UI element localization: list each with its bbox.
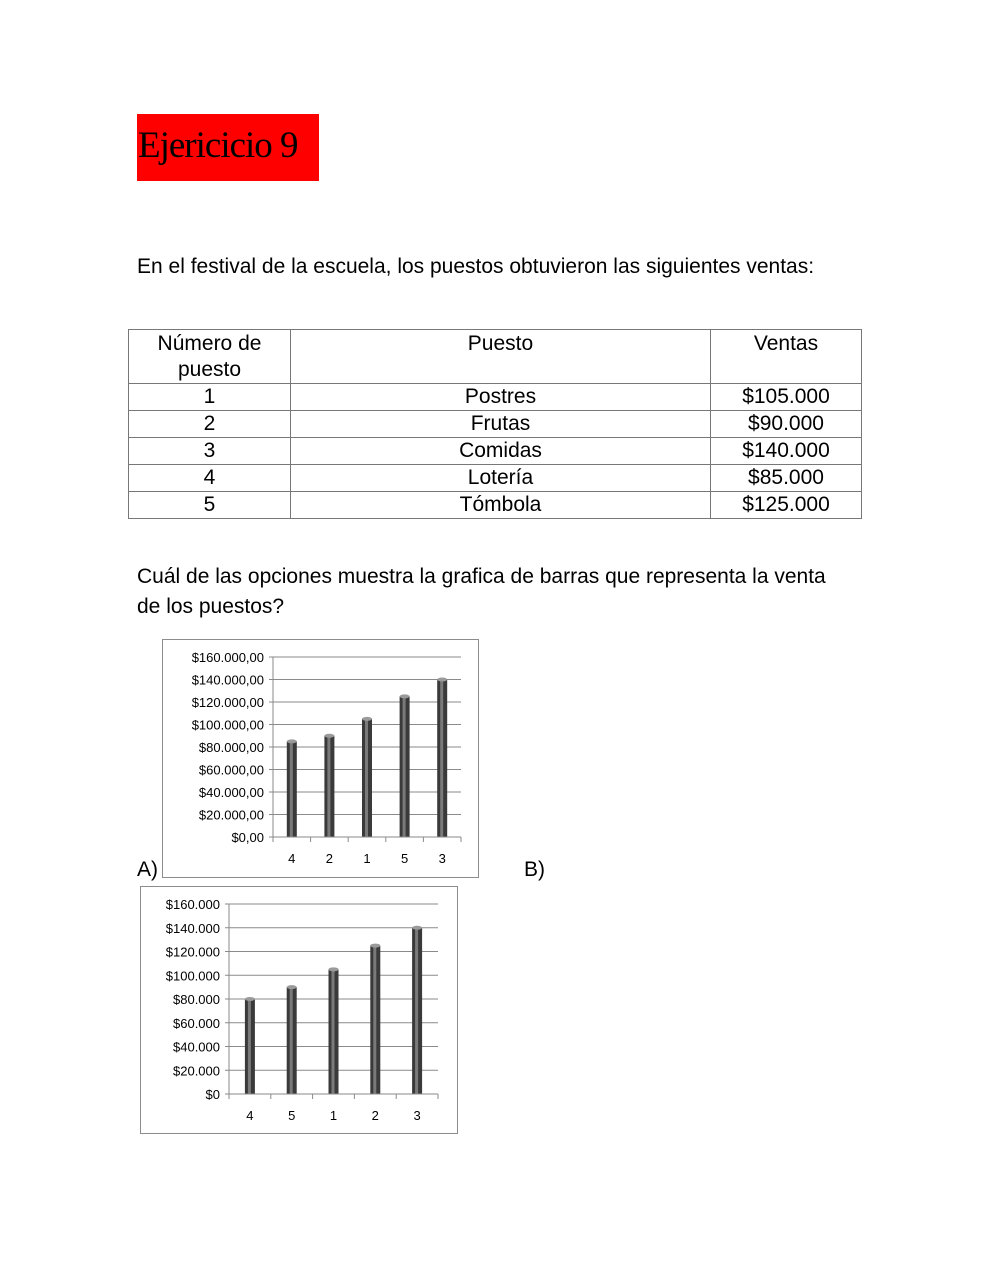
y-tick-label: $60.000	[173, 1015, 220, 1031]
x-tick-label: 1	[363, 851, 371, 866]
bar-cap	[370, 944, 380, 948]
x-tick-label: 2	[371, 1108, 379, 1123]
bar-cap	[287, 985, 297, 989]
y-tick-label: $80.000	[173, 992, 220, 1007]
sales-table	[128, 329, 862, 519]
question-text: Cuál de las opciones muestra la grafica de barras que representa la venta de los puestos?	[137, 565, 826, 618]
chart-option-b	[140, 886, 458, 1134]
cell-puesto: Lotería	[291, 465, 711, 492]
cell-ventas: $105.000	[711, 384, 862, 411]
y-tick-label: $140.000,00	[191, 672, 264, 688]
bar-cap	[400, 694, 410, 698]
bar-cap	[287, 739, 297, 743]
y-tick-label: $160.000,00	[191, 650, 264, 665]
bar-cap	[245, 997, 255, 1001]
bar-cap	[412, 926, 422, 930]
y-tick-label: $160.000	[165, 897, 220, 912]
bar-highlight	[248, 1000, 251, 1094]
header-numero: Número de puesto	[129, 330, 291, 384]
cell-puesto: Postres	[291, 384, 711, 411]
table-header-row	[129, 330, 862, 384]
y-tick-label: $0,00	[231, 830, 264, 845]
bar-highlight	[290, 988, 293, 1094]
y-tick-label: $40.000,00	[198, 785, 264, 800]
cell-numero: 5	[129, 492, 291, 519]
bar-highlight	[440, 681, 443, 838]
x-tick-label: 5	[288, 1108, 296, 1123]
cell-ventas: $125.000	[711, 492, 862, 519]
cell-puesto: Tómbola	[291, 492, 711, 519]
chart-option-a	[162, 639, 479, 878]
bar-highlight	[290, 742, 293, 837]
y-tick-label: $80.000,00	[198, 740, 264, 755]
bar-cap	[362, 717, 372, 721]
bar-chart-a	[163, 640, 478, 877]
cell-ventas: $90.000	[711, 411, 862, 438]
cell-ventas: $85.000	[711, 465, 862, 492]
table-row	[129, 492, 862, 519]
table-row	[129, 411, 862, 438]
y-tick-label: $120.000,00	[191, 695, 264, 710]
cell-numero: 1	[129, 384, 291, 411]
bar-highlight	[365, 720, 368, 837]
table-row	[129, 384, 862, 411]
x-tick-label: 3	[438, 851, 446, 866]
x-tick-label: 5	[400, 851, 409, 866]
cell-numero: 3	[129, 438, 291, 465]
cell-puesto: Comidas	[291, 438, 711, 465]
bar-highlight	[415, 929, 418, 1094]
x-tick-label: 4	[246, 1108, 254, 1123]
x-tick-label: 3	[413, 1108, 421, 1123]
bar-chart-b	[141, 887, 457, 1133]
y-tick-label: $140.000	[165, 920, 220, 936]
option-a-label: A)	[137, 858, 158, 881]
x-tick-label: 1	[329, 1108, 338, 1123]
y-tick-label: $20.000	[173, 1063, 220, 1079]
y-tick-label: $0	[205, 1087, 220, 1102]
y-tick-label: $60.000,00	[198, 762, 264, 778]
header-ventas: Ventas	[711, 330, 862, 384]
intro-text: En el festival de la escuela, los puestos obtuvieron las siguientes ventas:	[137, 255, 815, 278]
bar-highlight	[327, 737, 330, 837]
y-tick-label: $20.000,00	[198, 807, 264, 823]
table-row	[129, 438, 862, 465]
table-row	[129, 465, 862, 492]
cell-numero: 2	[129, 411, 291, 438]
cell-puesto: Frutas	[291, 411, 711, 438]
y-tick-label: $100.000,00	[191, 717, 264, 733]
header-puesto: Puesto	[291, 330, 711, 384]
y-tick-label: $120.000	[165, 944, 220, 960]
bar-highlight	[332, 970, 335, 1094]
bar-highlight	[403, 697, 406, 837]
bar-cap	[329, 967, 339, 971]
bar-cap	[437, 678, 447, 682]
bar-highlight	[373, 947, 376, 1094]
bar-cap	[324, 734, 334, 738]
cell-ventas: $140.000	[711, 438, 862, 465]
y-tick-label: $100.000	[165, 968, 220, 984]
y-tick-label: $40.000	[173, 1039, 220, 1055]
exercise-title: Ejericicio 9	[137, 114, 319, 181]
x-tick-label: 4	[288, 851, 296, 866]
option-b-label: B)	[524, 858, 545, 881]
cell-numero: 4	[129, 465, 291, 492]
x-tick-label: 2	[325, 851, 334, 866]
